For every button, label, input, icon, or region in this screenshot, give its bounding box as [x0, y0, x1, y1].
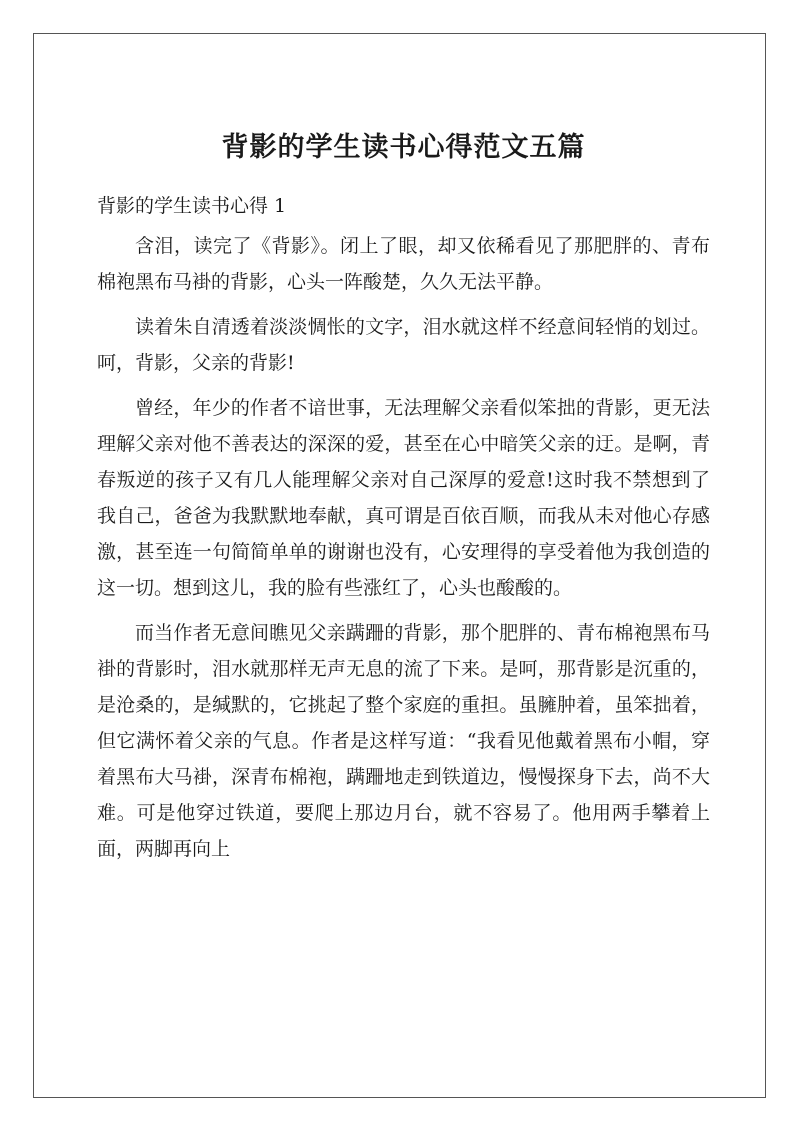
paragraph-2: 读着朱自清透着淡淡惆怅的文字，泪水就这样不经意间轻悄的划过。呵，背影，父亲的背影! [97, 316, 710, 374]
document-body [97, 122, 710, 876]
section-heading: 背影的学生读书心得 1 [97, 195, 287, 217]
paragraph-3: 曾经，年少的作者不谙世事，无法理解父亲看似笨拙的背影，更无法理解父亲对他不善表达的深深的爱，甚至在心中暗笑父亲的迂。是啊，青春叛逆的孩子又有几人能理解父亲对自己深厚的爱意!这时我不禁想到了我自己，爸爸为我默默地奉献，真可谓是百依百顺，而我从未对他心存感激，甚至连一句简简单单的谢谢也没有，心安理得的享受着他为我创造的这一切。想到这儿，我的脸有些涨红了，心头也酸酸的。 [97, 397, 710, 599]
paragraph-1: 含泪，读完了《背影》。闭上了眼，却又依稀看见了那肥胖的、青布棉袍黑布马褂的背影，心头一阵酸楚，久久无法平静。 [97, 235, 710, 293]
document-title: 背影的学生读书心得范文五篇 [221, 132, 586, 163]
paragraph-4: 而当作者无意间瞧见父亲蹒跚的背影，那个肥胖的、青布棉袍黑布马褂的背影时，泪水就那样无声无息的流了下来。是呵，那背影是沉重的，是沧桑的，是缄默的，它挑起了整个家庭的重担。虽臃肿着，虽笨拙着，但它满怀着父亲的气息。作者是这样写道：“我看见他戴着黑布小帽，穿着黑布大马褂，深青布棉袍，蹒跚地走到铁道边，慢慢探身下去，尚不大难。可是他穿过铁道，要爬上那边月台，就不容易了。他用两手攀着上面，两脚再向上 [97, 622, 710, 860]
